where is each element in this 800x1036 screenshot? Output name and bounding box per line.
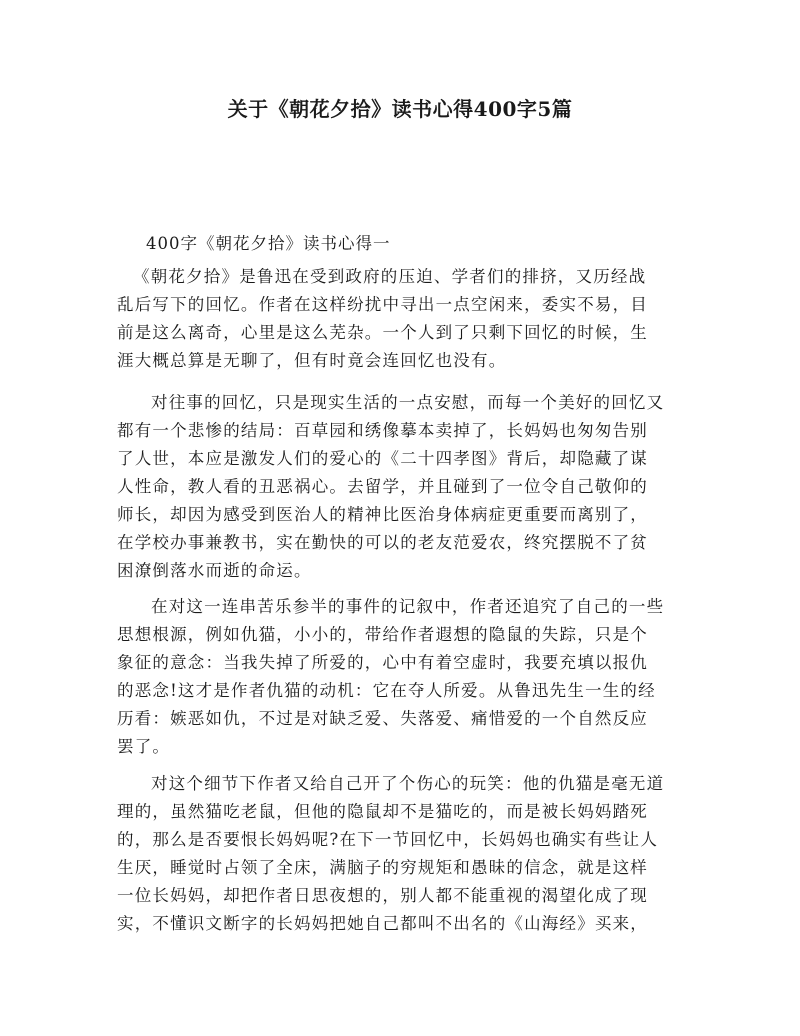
paragraph-line: 《朝花夕拾》是鲁迅在受到政府的压迫、学者们的排挤，又历经战 xyxy=(133,267,647,286)
paragraph-line: 在学校办事兼教书，实在勤快的可以的老友范爱农，终究摆脱不了贫 xyxy=(117,533,648,552)
paragraph-line: 实，不懂识文断字的长妈妈把她自己都叫不出名的《山海经》买来， xyxy=(117,914,648,933)
paragraph-line: 历看：嫉恶如仇，不过是对缺乏爱、失落爱、痛惜爱的一个自然反应 xyxy=(117,709,648,728)
paragraph-line: 在对这一连串苦乐参半的事件的记叙中，作者还追究了自己的一些 xyxy=(151,597,665,616)
paragraph-line: 理的，虽然猫吃老鼠，但他的隐鼠却不是猫吃的，而是被长妈妈踏死 xyxy=(117,802,648,821)
document-title: 关于《朝花夕拾》读书心得400字5篇 xyxy=(227,97,573,121)
paragraph-line: 涯大概总算是无聊了，但有时竟会连回忆也没有。 xyxy=(117,351,507,370)
paragraph-line: 人性命，教人看的丑恶祸心。去留学，并且碰到了一位令自己敬仰的 xyxy=(117,477,648,496)
paragraph-2 xyxy=(117,389,687,585)
section-heading: 400字《朝花夕拾》读书心得一 xyxy=(146,234,391,253)
paragraph-line: 都有一个悲惨的结局：百草园和绣像摹本卖掉了，长妈妈也匆匆告别 xyxy=(117,421,648,440)
paragraph-line: 了人世，本应是激发人们的爱心的《二十四孝图》背后，却隐藏了谋 xyxy=(117,449,648,468)
paragraph-line: 生厌，睡觉时占领了全床，满脑子的穷规矩和愚昧的信念，就是这样 xyxy=(117,858,648,877)
paragraph-line: 对这个细节下作者又给自己开了个伤心的玩笑：他的仇猫是毫无道 xyxy=(151,774,665,793)
paragraph-line: 一位长妈妈，却把作者日思夜想的，别人都不能重视的渴望化成了现 xyxy=(117,886,648,905)
paragraph-4 xyxy=(117,770,687,938)
paragraph-line: 的恶念!这才是作者仇猫的动机：它在夺人所爱。从鲁迅先生一生的经 xyxy=(117,681,656,700)
paragraph-line: 乱后写下的回忆。作者在这样纷扰中寻出一点空闲来，委实不易，目 xyxy=(117,295,648,314)
paragraph-line: 困潦倒落水而逝的命运。 xyxy=(117,561,312,580)
paragraph-1 xyxy=(117,263,687,375)
paragraph-line: 的，那么是否要恨长妈妈呢?在下一节回忆中，长妈妈也确实有些让人 xyxy=(117,830,659,849)
paragraph-line: 对往事的回忆，只是现实生活的一点安慰，而每一个美好的回忆又 xyxy=(151,393,665,412)
paragraph-3 xyxy=(117,593,687,761)
paragraph-line: 前是这么离奇，心里是这么芜杂。一个人到了只剩下回忆的时候，生 xyxy=(117,323,648,342)
paragraph-line: 师长，却因为感受到医治人的精神比医治身体病症更重要而离别了， xyxy=(117,505,648,524)
paragraph-line: 思想根源，例如仇猫，小小的，带给作者遐想的隐鼠的失踪，只是个 xyxy=(117,625,648,644)
paragraph-line: 象征的意念：当我失掉了所爱的，心中有着空虚时，我要充填以报仇 xyxy=(117,653,648,672)
paragraph-line: 罢了。 xyxy=(117,737,171,756)
